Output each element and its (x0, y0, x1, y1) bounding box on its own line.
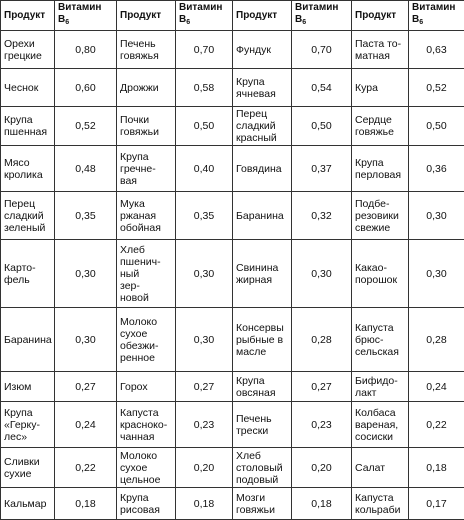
vitamin-b6-value-cell: 0,27 (292, 372, 352, 402)
product-name-cell: Карто- фель (1, 240, 55, 308)
product-name-cell: Крупа ячневая (233, 69, 292, 107)
table-row (1, 192, 464, 240)
vitamin-b6-value-cell: 0,48 (55, 146, 117, 192)
product-name-cell: Дрожжи (117, 69, 176, 107)
vitamin-b6-value-cell: 0,30 (176, 308, 233, 372)
column-header-vitamin-b6 (176, 1, 233, 31)
product-name-cell: Кура (352, 69, 409, 107)
column-header-product (1, 1, 55, 31)
vitamin-b6-value-cell: 0,18 (55, 488, 117, 520)
product-name-cell: Изюм (1, 372, 55, 402)
product-name-cell: Орехи грецкие (1, 31, 55, 69)
vitamin-b6-value-cell: 0,30 (409, 192, 464, 240)
vitamin-b6-value-cell: 0,63 (409, 31, 464, 69)
vitamin-b6-value-cell: 0,35 (176, 192, 233, 240)
column-header-label: Витамин B (412, 2, 455, 25)
column-header-subscript: 6 (186, 19, 190, 26)
vitamin-b6-value-cell: 0,18 (409, 448, 464, 488)
product-name-cell: Хлеб пшенич- ный зер- новой (117, 240, 176, 308)
product-name-cell: Молоко сухое цельное (117, 448, 176, 488)
vitamin-b6-value-cell: 0,32 (292, 192, 352, 240)
vitamin-b6-value-cell: 0,80 (55, 31, 117, 69)
product-name-cell: Крупа рисовая (117, 488, 176, 520)
vitamin-b6-value-cell: 0,30 (409, 240, 464, 308)
vitamin-b6-value-cell: 0,70 (292, 31, 352, 69)
product-name-cell: Говядина (233, 146, 292, 192)
vitamin-b6-value-cell: 0,70 (176, 31, 233, 69)
product-name-cell: Мозги говяжьи (233, 488, 292, 520)
vitamin-b6-value-cell: 0,30 (55, 240, 117, 308)
vitamin-b6-value-cell: 0,30 (55, 308, 117, 372)
column-header-label: Витамин B (58, 2, 101, 25)
vitamin-b6-value-cell: 0,35 (55, 192, 117, 240)
vitamin-b6-value-cell: 0,36 (409, 146, 464, 192)
product-name-cell: Молоко сухое обезжи- ренное (117, 308, 176, 372)
product-name-cell: Печень трески (233, 402, 292, 448)
column-header-label: Витамин B (179, 2, 222, 25)
product-name-cell: Капуста брюс- сельская (352, 308, 409, 372)
product-name-cell: Хлеб столовый подовый (233, 448, 292, 488)
table-row (1, 240, 464, 308)
vitamin-b6-value-cell: 0,37 (292, 146, 352, 192)
table-row (1, 107, 464, 146)
vitamin-b6-value-cell: 0,23 (292, 402, 352, 448)
vitamin-b6-value-cell: 0,28 (292, 308, 352, 372)
product-name-cell: Салат (352, 448, 409, 488)
vitamin-b6-value-cell: 0,52 (409, 69, 464, 107)
column-header-product (117, 1, 176, 31)
product-name-cell: Крупа перловая (352, 146, 409, 192)
table-row (1, 146, 464, 192)
vitamin-b6-value-cell: 0,30 (176, 240, 233, 308)
column-header-vitamin-b6 (292, 1, 352, 31)
product-name-cell: Крупа «Герку- лес» (1, 402, 55, 448)
product-name-cell: Баранина (1, 308, 55, 372)
product-name-cell: Свинина жирная (233, 240, 292, 308)
product-name-cell: Сливки сухие (1, 448, 55, 488)
vitamin-b6-value-cell: 0,27 (55, 372, 117, 402)
table-row (1, 372, 464, 402)
product-name-cell: Консервы рыбные в масле (233, 308, 292, 372)
column-header-vitamin-b6 (55, 1, 117, 31)
product-name-cell: Кальмар (1, 488, 55, 520)
product-name-cell: Какао- порошок (352, 240, 409, 308)
table-row (1, 488, 464, 520)
vitamin-b6-value-cell: 0,28 (409, 308, 464, 372)
vitamin-b6-value-cell: 0,58 (176, 69, 233, 107)
product-name-cell: Мясо кролика (1, 146, 55, 192)
table-row (1, 448, 464, 488)
vitamin-b6-value-cell: 0,17 (409, 488, 464, 520)
vitamin-b6-value-cell: 0,40 (176, 146, 233, 192)
product-name-cell: Паста то- матная (352, 31, 409, 69)
product-name-cell: Горох (117, 372, 176, 402)
product-name-cell: Капуста кольраби (352, 488, 409, 520)
column-header-product (233, 1, 292, 31)
vitamin-b6-value-cell: 0,18 (176, 488, 233, 520)
product-name-cell: Чеснок (1, 69, 55, 107)
table-row (1, 31, 464, 69)
product-name-cell: Баранина (233, 192, 292, 240)
vitamin-b6-value-cell: 0,22 (55, 448, 117, 488)
header-row (1, 1, 464, 31)
product-name-cell: Почки говяжьи (117, 107, 176, 146)
column-header-product (352, 1, 409, 31)
vitamin-b6-value-cell: 0,60 (55, 69, 117, 107)
product-name-cell: Крупа овсяная (233, 372, 292, 402)
vitamin-b6-value-cell: 0,22 (409, 402, 464, 448)
product-name-cell: Крупа гречне- вая (117, 146, 176, 192)
vitamin-b6-value-cell: 0,50 (176, 107, 233, 146)
product-name-cell: Мука ржаная обойная (117, 192, 176, 240)
product-name-cell: Фундук (233, 31, 292, 69)
table-row (1, 308, 464, 372)
vitamin-b6-value-cell: 0,23 (176, 402, 233, 448)
product-name-cell: Крупа пшенная (1, 107, 55, 146)
table-row (1, 69, 464, 107)
column-header-vitamin-b6 (409, 1, 464, 31)
vitamin-b6-value-cell: 0,50 (292, 107, 352, 146)
column-header-label: Продукт (236, 10, 277, 21)
vitamin-b6-value-cell: 0,52 (55, 107, 117, 146)
product-name-cell: Подбе- резовики свежие (352, 192, 409, 240)
vitamin-b6-value-cell: 0,20 (292, 448, 352, 488)
vitamin-b6-value-cell: 0,20 (176, 448, 233, 488)
column-header-label: Продукт (120, 10, 161, 21)
vitamin-b6-value-cell: 0,50 (409, 107, 464, 146)
column-header-subscript: 6 (302, 19, 306, 26)
vitamin-b6-value-cell: 0,18 (292, 488, 352, 520)
column-header-subscript: 6 (419, 19, 423, 26)
product-name-cell: Капуста краснoко- чанная (117, 402, 176, 448)
vitamin-b6-value-cell: 0,24 (409, 372, 464, 402)
column-header-label: Продукт (355, 10, 396, 21)
table-header (1, 1, 464, 31)
column-header-subscript: 6 (65, 19, 69, 26)
product-name-cell: Печень говяжья (117, 31, 176, 69)
column-header-label: Витамин B (295, 2, 338, 25)
product-name-cell: Бифидо- лакт (352, 372, 409, 402)
product-name-cell: Колбаса вареная, сосиски (352, 402, 409, 448)
column-header-label: Продукт (4, 10, 45, 21)
product-name-cell: Сердце говяжье (352, 107, 409, 146)
product-name-cell: Перец сладкий зеленый (1, 192, 55, 240)
vitamin-b6-value-cell: 0,24 (55, 402, 117, 448)
vitamin-b6-value-cell: 0,54 (292, 69, 352, 107)
table-body (1, 31, 464, 520)
vitamin-b6-value-cell: 0,30 (292, 240, 352, 308)
vitamin-b6-value-cell: 0,27 (176, 372, 233, 402)
product-name-cell: Перец сладкий красный (233, 107, 292, 146)
table-row (1, 402, 464, 448)
